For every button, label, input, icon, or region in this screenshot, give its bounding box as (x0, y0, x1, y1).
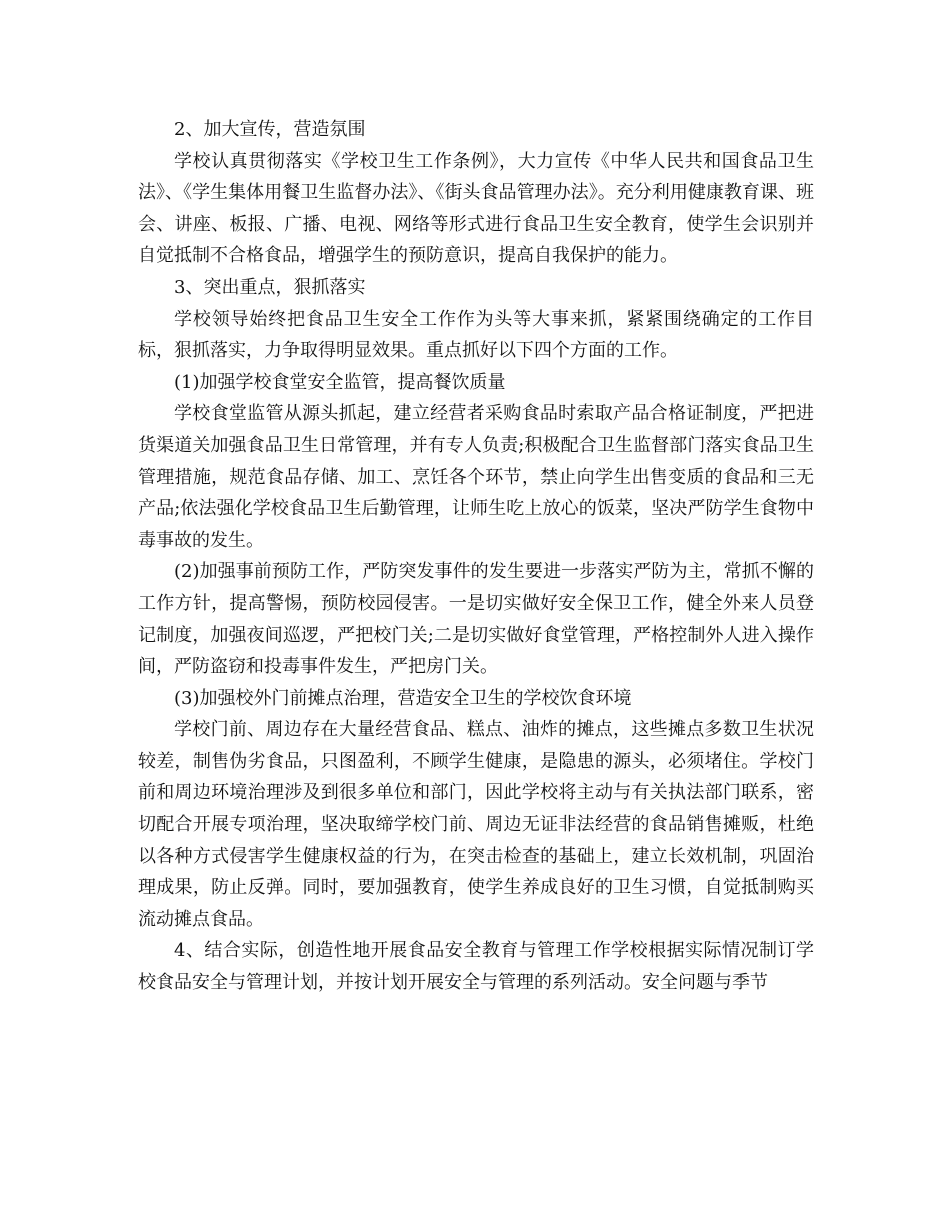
paragraph-prevention: (2)加强事前预防工作，严防突发事件的发生要进一步落实严防为主，常抓不懈的工作方针，提高警惕，预防校园侵害。一是切实做好安全保卫工作，健全外来人员登记制度，加强夜间巡逻，严把校门关;二是切实做好食堂管理，严格控制外人进入操作间，严防盗窃和投毒事件发生，严把房门关。 (138, 561, 814, 678)
subheading-vendors: (3)加强校外门前摊点治理，营造安全卫生的学校饮食环境 (174, 687, 632, 709)
paragraph-canteen: 学校食堂监管从源头抓起，建立经营者采购食品时索取产品合格证制度，严把进货渠道关加强食品卫生日常管理，并有专人负责;积极配合卫生监督部门落实食品卫生管理措施，规范食品存储、加工、烹饪各个环节，禁止向学生出售变质的食品和三无产品;依法强化学校食品卫生后勤管理，让师生吃上放心的饭菜，坚决严防学生食物中毒事故的发生。 (138, 403, 814, 551)
paragraph-vendors: 学校门前、周边存在大量经营食品、糕点、油炸的摊点，这些摊点多数卫生状况较差，制售伪劣食品，只图盈利，不顾学生健康，是隐患的源头，必须堵住。学校门前和周边环境治理涉及到很多单位和部门，因此学校将主动与有关执法部门联系，密切配合开展专项治理，坚决取缔学校门前、周边无证非法经营的食品销售摊贩，杜绝以各种方式侵害学生健康权益的行为，在突击检查的基础上，建立长效机制，巩固治理成果，防止反弹。同时，要加强教育，使学生养成良好的卫生习惯，自觉抵制购买流动摊点食品。 (138, 719, 814, 930)
subheading-canteen: (1)加强学校食堂安全监管，提高餐饮质量 (174, 371, 506, 393)
paragraph-practice: 4、结合实际，创造性地开展食品安全教育与管理工作学校根据实际情况制订学校食品安全与管理计划，并按计划开展安全与管理的系列活动。安全问题与季节 (138, 940, 814, 994)
section-heading-focus: 3、突出重点，狠抓落实 (174, 276, 366, 298)
paragraph-publicity: 学校认真贯彻落实《学校卫生工作条例》，大力宣传《中华人民共和国食品卫生法》、《学生集体用餐卫生监督办法》、《街头食品管理办法》。充分利用健康教育课、班会、讲座、板报、广播、电视、网络等形式进行食品卫生安全教育，使学生会识别并自觉抵制不合格食品，增强学生的预防意识，提高自我保护的能力。 (138, 150, 814, 267)
paragraph-focus: 学校领导始终把食品卫生安全工作作为头等大事来抓，紧紧围绕确定的工作目标，狠抓落实，力争取得明显效果。重点抓好以下四个方面的工作。 (138, 308, 814, 362)
document-body (138, 114, 814, 999)
section-heading-publicity: 2、加大宣传，营造氛围 (174, 119, 366, 140)
